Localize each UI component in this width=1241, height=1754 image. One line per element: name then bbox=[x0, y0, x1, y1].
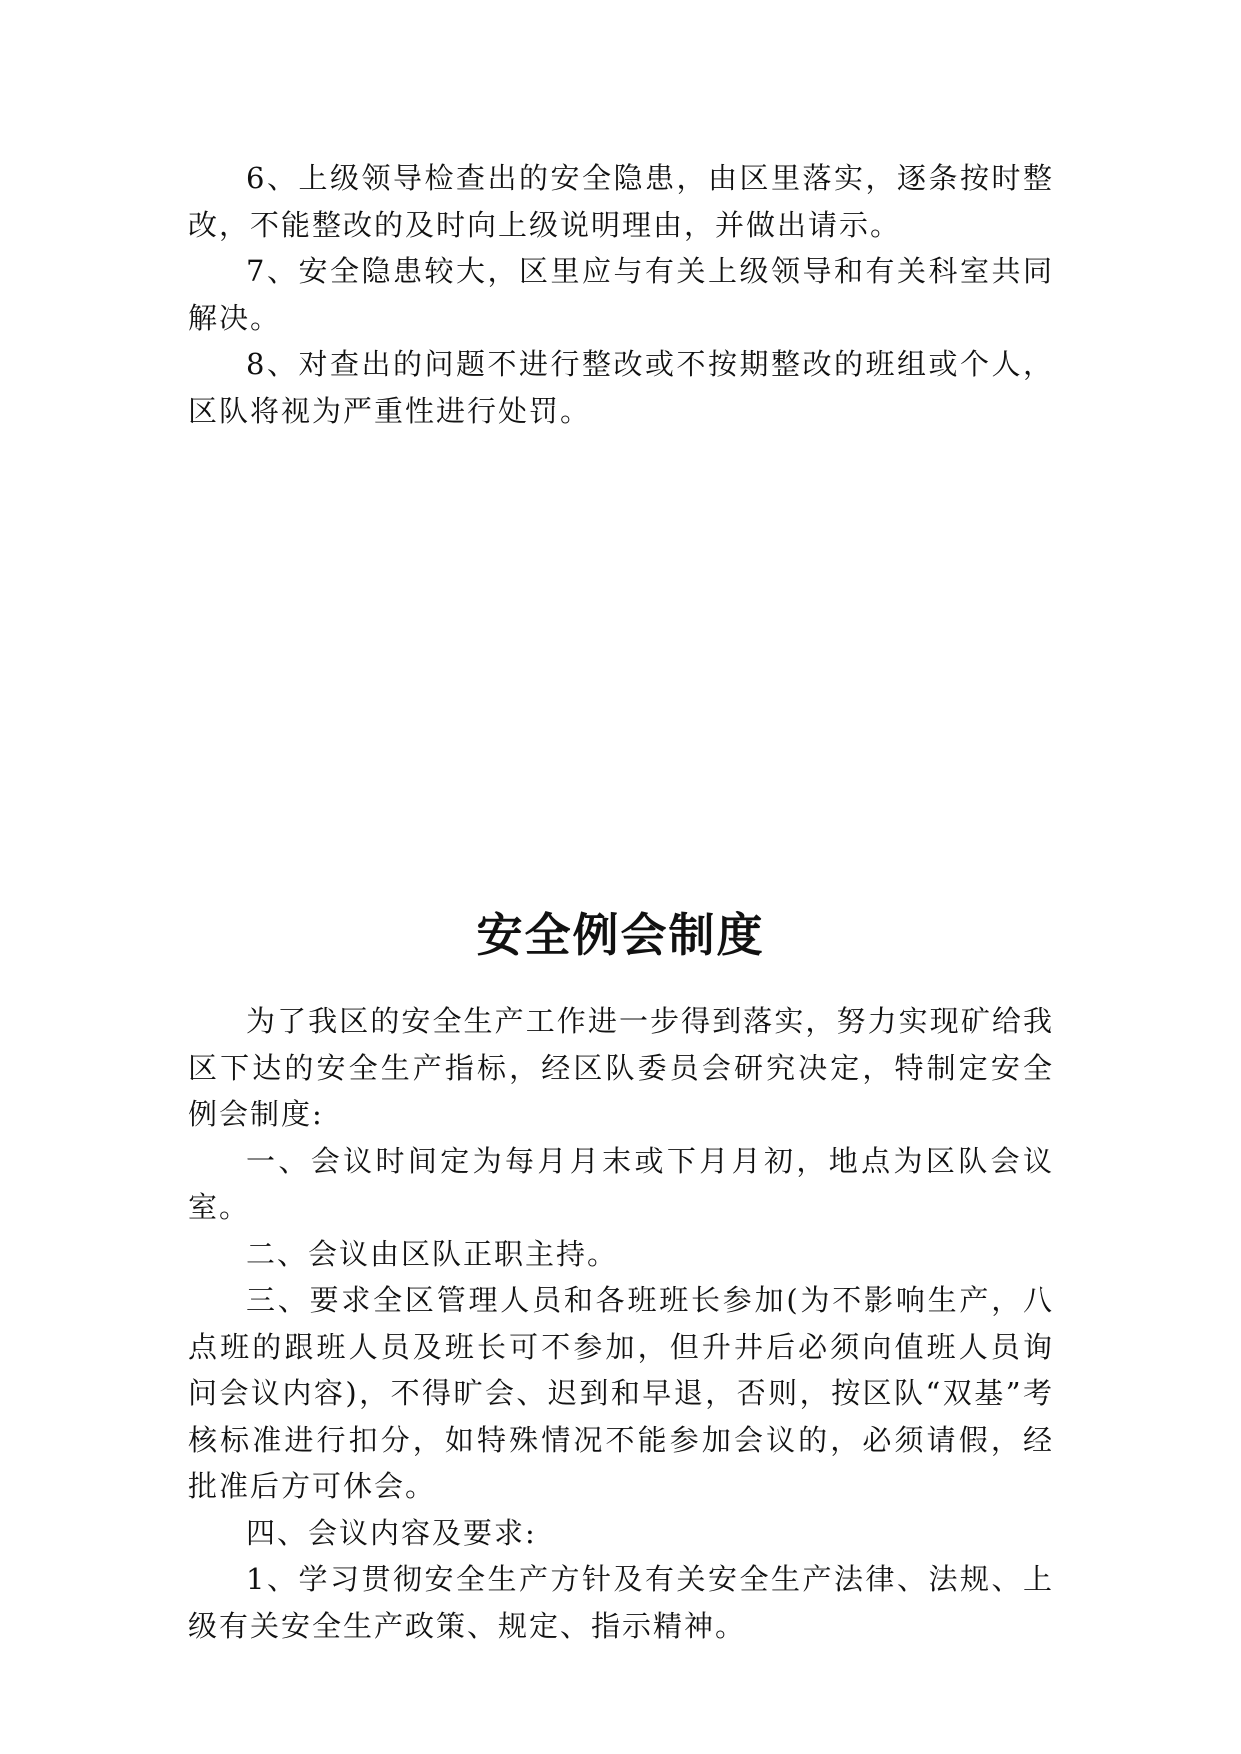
rule-1-paragraph: 一、会议时间定为每月月末或下月月初，地点为区队会议室。 bbox=[188, 1143, 1054, 1224]
section-title: 安全例会制度 bbox=[476, 908, 765, 962]
rule-3-paragraph: 三、要求全区管理人员和各班班长参加(为不影响生产，八点班的跟班人员及班长可不参加，但升井后必须向值班人员询问会议内容)，不得旷会、迟到和早退，否则，按区队“双基”考核标准进行扣分，如特殊情况不能参加会议的，必须请假，经批准后方可休会。 bbox=[188, 1283, 1054, 1503]
item-6-paragraph: 6、上级领导检查出的安全隐患，由区里落实，逐条按时整改，不能整改的及时向上级说明理由，并做出请示。 bbox=[188, 161, 1054, 242]
upper-items-section bbox=[188, 155, 1054, 434]
item-8-paragraph: 8、对查出的问题不进行整改或不按期整改的班组或个人，区队将视为严重性进行处罚。 bbox=[188, 347, 1054, 428]
rule-2-paragraph: 二、会议由区队正职主持。 bbox=[246, 1236, 619, 1271]
item-7-paragraph: 7、安全隐患较大，区里应与有关上级领导和有关科室共同解决。 bbox=[188, 254, 1054, 335]
rule-4-item-1-paragraph: 1、学习贯彻安全生产方针及有关安全生产法律、法规、上级有关安全生产政策、规定、指示精神。 bbox=[188, 1562, 1054, 1643]
safety-meeting-body bbox=[188, 998, 1054, 1649]
rule-4-heading: 四、会议内容及要求: bbox=[246, 1515, 537, 1550]
intro-paragraph: 为了我区的安全生产工作进一步得到落实，努力实现矿给我区下达的安全生产指标，经区队委员会研究决定，特制定安全例会制度: bbox=[188, 1004, 1054, 1131]
